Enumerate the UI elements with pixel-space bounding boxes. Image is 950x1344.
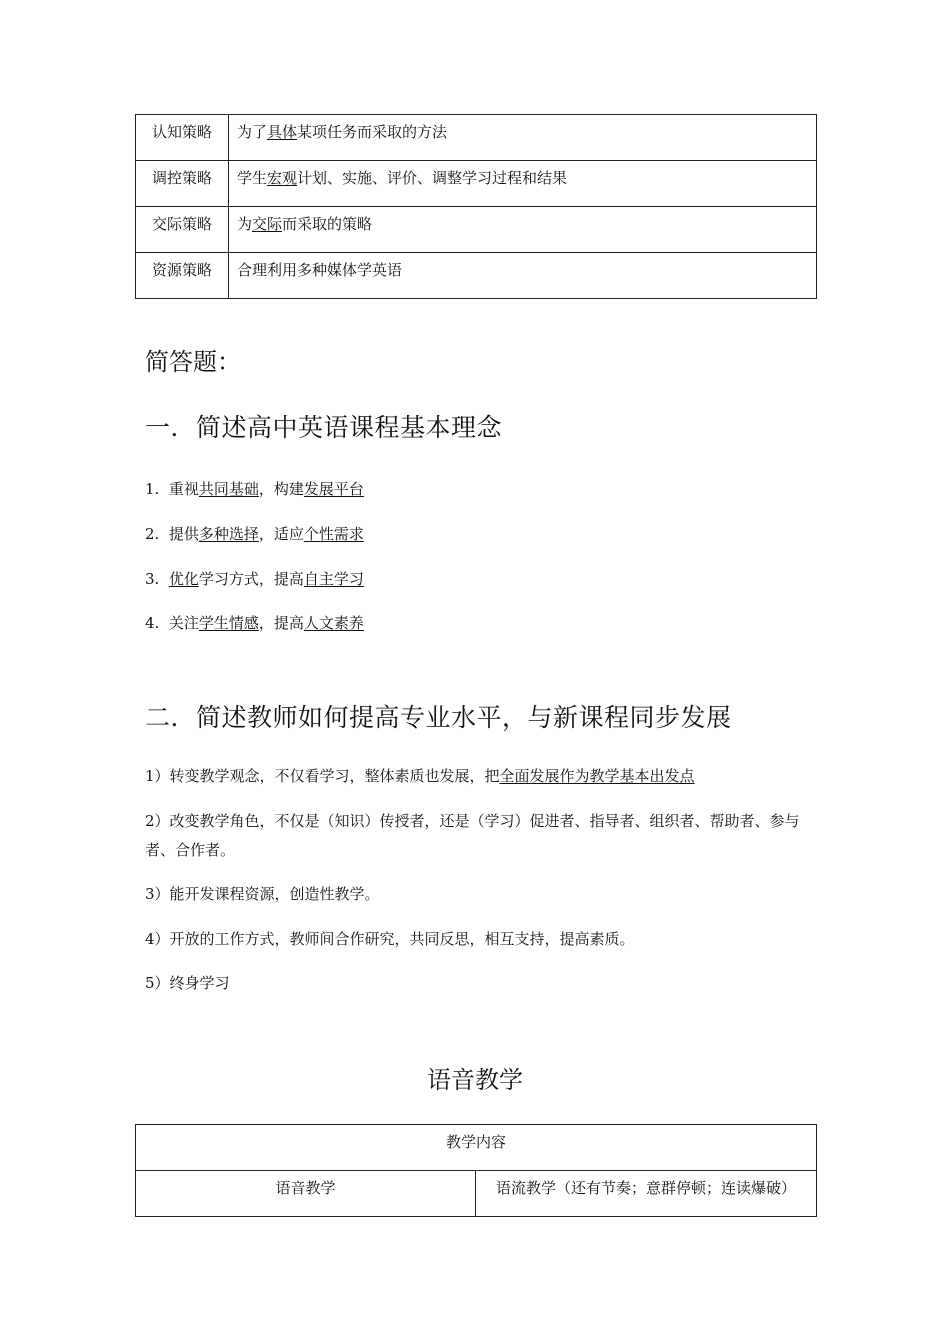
strategy-name: 交际策略: [136, 207, 229, 253]
desc-underline: 具体: [267, 123, 298, 141]
item-number: 2.: [145, 525, 160, 543]
point-underline: 全面发展作为教学基本出发点: [499, 767, 695, 785]
list-item: [145, 569, 364, 589]
item-underline: 自主学习: [303, 570, 364, 588]
item-text: ，构建: [258, 480, 304, 498]
table-row: [136, 115, 817, 161]
section2-title: 二．简述教师如何提高专业水平，与新课程同步发展: [145, 703, 732, 732]
desc-text: 合理利用多种媒体学英语: [237, 261, 403, 279]
phonetics-title: 语音教学: [427, 1066, 523, 1094]
desc-text: 学生: [237, 169, 268, 187]
table-row: [136, 207, 817, 253]
item-text: 重视: [168, 480, 199, 498]
desc-text: 计划、实施、评价、调整学习过程和结果: [297, 169, 568, 187]
item-text: ，适应: [258, 525, 304, 543]
item-underline: 共同基础: [198, 480, 259, 498]
strategy-desc: [229, 161, 817, 207]
item-text: 关注: [168, 614, 199, 632]
desc-text: 为了: [237, 123, 268, 141]
item-underline: 优化: [168, 570, 199, 588]
table-cell: 语流教学（还有节奏；意群停顿；连读爆破）: [476, 1171, 817, 1217]
list-item: [145, 479, 364, 499]
table-row: [136, 1125, 817, 1171]
desc-underline: 宏观: [267, 169, 298, 187]
item-underline: 个性需求: [303, 525, 364, 543]
item-number: 3.: [145, 570, 160, 588]
desc-text: 为: [237, 215, 253, 233]
item-underline: 人文素养: [303, 614, 364, 632]
section2-point-1: [145, 762, 817, 791]
item-text: 提供: [168, 525, 199, 543]
desc-text: 某项任务而采取的方法: [297, 123, 448, 141]
list-item: [145, 613, 364, 633]
table-row: [136, 161, 817, 207]
strategy-name: 资源策略: [136, 253, 229, 299]
point-text: 1）转变教学观念，不仅看学习，整体素质也发展，把: [145, 767, 500, 785]
item-underline: 多种选择: [198, 525, 259, 543]
item-number: 1.: [145, 480, 160, 498]
table-row: [136, 1171, 817, 1217]
list-item: [145, 524, 364, 544]
strategy-table: [135, 114, 817, 299]
item-number: 4.: [145, 614, 160, 632]
table-header: 教学内容: [136, 1125, 817, 1171]
table-row: [136, 253, 817, 299]
item-text: 学习方式，提高: [198, 570, 304, 588]
section2-point-5: 5）终身学习: [145, 974, 230, 992]
strategy-name: 认知策略: [136, 115, 229, 161]
strategy-name: 调控策略: [136, 161, 229, 207]
short-answer-heading: 简答题：: [145, 348, 241, 376]
strategy-desc: [229, 115, 817, 161]
strategy-desc: [229, 253, 817, 299]
section2-point-2: 2）改变教学角色，不仅是（知识）传授者，还是（学习）促进者、指导者、组织者、帮助者、参与者、合作者。: [145, 812, 800, 859]
item-underline: 学生情感: [198, 614, 259, 632]
desc-text: 而采取的策略: [282, 215, 373, 233]
phonetics-table: [135, 1124, 817, 1217]
section2-point-4: 4）开放的工作方式，教师间合作研究，共同反思，相互支持，提高素质。: [145, 930, 635, 948]
table-cell: 语音教学: [136, 1171, 476, 1217]
item-text: ，提高: [258, 614, 304, 632]
strategy-desc: [229, 207, 817, 253]
section2-point-3: 3）能开发课程资源，创造性教学。: [145, 885, 380, 903]
section1-title: 一．简述高中英语课程基本理念: [145, 413, 503, 442]
item-underline: 发展平台: [303, 480, 364, 498]
desc-underline: 交际: [252, 215, 283, 233]
